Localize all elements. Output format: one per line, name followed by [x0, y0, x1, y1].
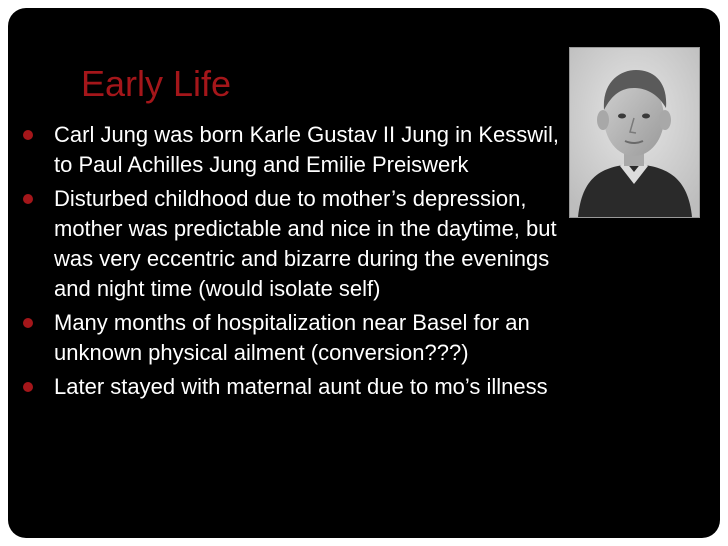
- bullet-dot-icon: [23, 382, 33, 392]
- bullet-dot-icon: [23, 194, 33, 204]
- bullet-dot-icon: [23, 130, 33, 140]
- bullet-text: Many months of hospitalization near Basel for an unknown physical ailment (conversion???): [54, 310, 530, 365]
- slide: [8, 8, 720, 538]
- bullet-text: Carl Jung was born Karle Gustav II Jung in Kesswil, to Paul Achilles Jung and Emilie Preiswerk: [54, 122, 560, 177]
- portrait-photo: [570, 48, 699, 217]
- bullet-item: [8, 372, 568, 402]
- bullet-text: Later stayed with maternal aunt due to mo’s illness: [54, 374, 548, 399]
- bullet-dot-icon: [23, 318, 33, 328]
- bullet-text: Disturbed childhood due to mother’s depression, mother was predictable and nice in the daytime, but was very eccentric and bizarre during the evenings and night time (would isolate self): [54, 186, 557, 301]
- slide-title: Early Life: [81, 63, 232, 104]
- bullet-item: [8, 308, 568, 368]
- bullet-item: [8, 184, 568, 304]
- bullet-item: [8, 120, 568, 180]
- bullet-list: [8, 120, 568, 538]
